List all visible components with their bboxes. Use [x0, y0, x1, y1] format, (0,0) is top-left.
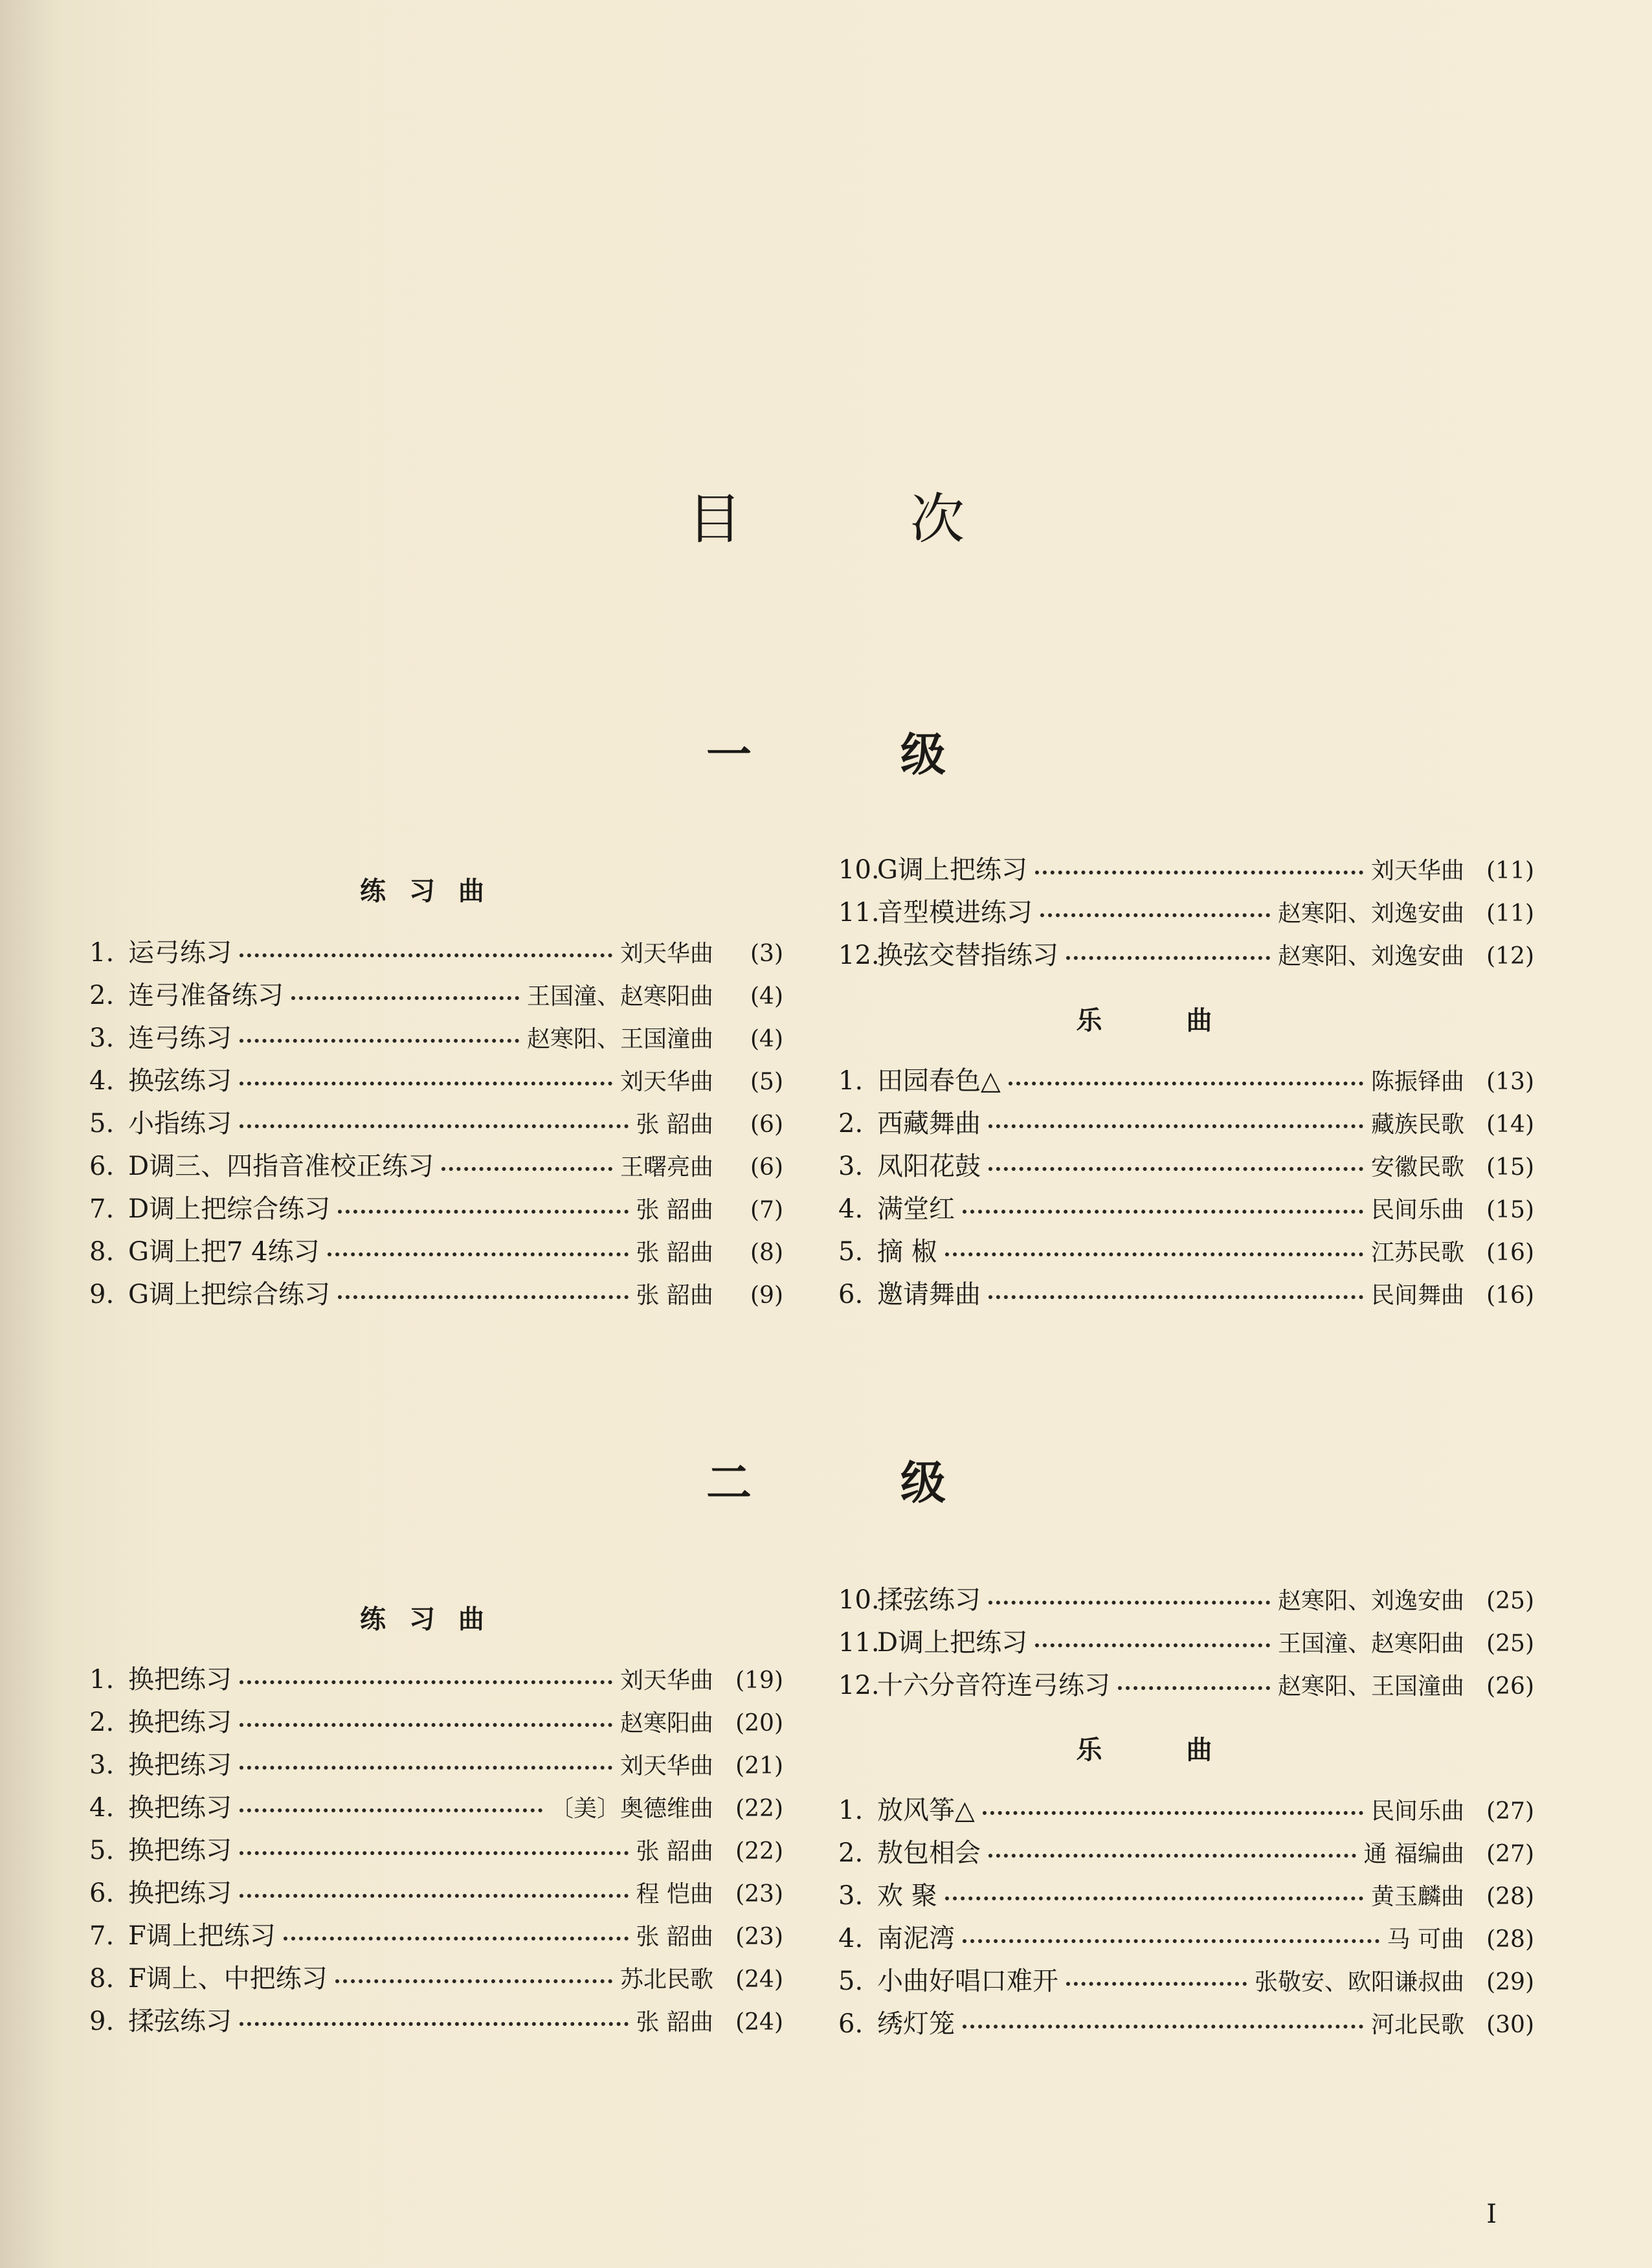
leader-dots: [240, 1680, 612, 1684]
toc-entry: [89, 2001, 783, 2043]
entry-author: 江苏民歌: [1370, 1240, 1464, 1266]
entry-number: 10.: [838, 1585, 880, 1615]
entry-title: 换把练习: [128, 1793, 232, 1823]
level-2-exercises-heading: 练习曲: [360, 1604, 508, 1634]
entry-author: 民间乐曲: [1370, 1798, 1464, 1825]
entry-title: 绣灯笼: [877, 2009, 955, 2039]
entry-title: 换把练习: [128, 1878, 232, 1908]
toc-entry: [89, 1103, 783, 1146]
entry-author: 张 韶曲: [636, 1240, 713, 1266]
entry-page: (3): [750, 940, 783, 967]
entry-page: (5): [750, 1069, 783, 1095]
entry-number: 9.: [89, 2007, 115, 2036]
entry-number: 10.: [838, 855, 880, 885]
entry-page: (23): [735, 1924, 783, 1950]
toc-entry: [89, 1060, 783, 1103]
entry-author: 王曙亮曲: [620, 1154, 713, 1181]
entry-page: (22): [735, 1796, 783, 1822]
entry-page: (13): [1486, 1069, 1534, 1095]
leader-dots: [1009, 1082, 1363, 1085]
entry-title: G调上把7 4练习: [128, 1237, 320, 1267]
leader-dots: [338, 1210, 628, 1214]
entry-title: D调上把综合练习: [128, 1194, 331, 1224]
entry-number: 6.: [838, 1280, 864, 1309]
entry-title: 揉弦练习: [877, 1585, 981, 1615]
entry-number: 7.: [89, 1921, 115, 1951]
entry-author: 刘天华曲: [620, 1667, 713, 1694]
entry-number: 3.: [838, 1881, 864, 1911]
leader-dots: [240, 1124, 629, 1128]
leader-dots: [240, 2022, 629, 2026]
entry-author: 陈振铎曲: [1370, 1069, 1464, 1095]
entry-title: 运弓练习: [128, 938, 232, 968]
leader-dots: [240, 1766, 612, 1770]
leader-dots: [335, 1979, 612, 1983]
leader-dots: [945, 1252, 1363, 1256]
entry-author: 王国潼、赵寒阳曲: [526, 983, 713, 1010]
entry-title: 换把练习: [128, 1707, 232, 1737]
entry-page: (28): [1486, 1884, 1534, 1910]
entry-page: (23): [735, 1881, 783, 1907]
entry-author: 刘天华曲: [620, 1069, 713, 1095]
entry-page: (27): [1486, 1841, 1534, 1867]
entry-author: 刘天华曲: [620, 1753, 713, 1779]
entry-page: (27): [1486, 1798, 1534, 1825]
toc-entry: [89, 1702, 783, 1744]
entry-number: 5.: [89, 1109, 115, 1139]
entry-number: 2.: [89, 981, 115, 1010]
entry-number: 12.: [838, 1671, 880, 1700]
entry-author: 张 韶曲: [636, 1197, 713, 1223]
entry-page: (12): [1486, 943, 1534, 970]
entry-number: 5.: [838, 1237, 864, 1267]
level-2-title: 二级: [706, 1456, 1095, 1509]
entry-page: (19): [735, 1667, 783, 1694]
leader-dots: [240, 1723, 612, 1727]
leader-dots: [1035, 871, 1363, 874]
entry-page: (29): [1486, 1969, 1534, 1996]
toc-entry: [89, 932, 783, 975]
entry-title: 敖包相会: [877, 1838, 981, 1868]
leader-dots: [240, 1082, 612, 1085]
entry-title: 揉弦练习: [128, 2007, 232, 2036]
entry-author: 王国潼、赵寒阳曲: [1277, 1630, 1464, 1657]
entry-title: 换把练习: [128, 1750, 232, 1780]
leader-dots: [338, 1295, 629, 1299]
toc-entry: [89, 1873, 783, 1915]
entry-title: 凤阳花鼓: [877, 1151, 981, 1181]
toc-entry: [838, 892, 1534, 935]
entry-page: (26): [1486, 1673, 1534, 1700]
entry-number: 1.: [838, 1796, 864, 1825]
leader-dots: [240, 1894, 629, 1898]
leader-dots: [1066, 956, 1270, 960]
leader-dots: [963, 1939, 1379, 1943]
toc-entry: [89, 1744, 783, 1787]
entry-title: 十六分音符连弓练习: [877, 1671, 1110, 1700]
entry-page: (24): [735, 2009, 783, 2036]
entry-title: D调三、四指音准校正练习: [128, 1151, 434, 1181]
entry-title: 小曲好唱口难开: [877, 1966, 1058, 1996]
entry-title: 小指练习: [128, 1109, 232, 1139]
leader-dots: [983, 1811, 1363, 1815]
entry-author: 赵寒阳、刘逸安曲: [1277, 1588, 1464, 1614]
entry-author: 张 韶曲: [636, 1111, 713, 1138]
entry-title: 连弓准备练习: [128, 981, 284, 1010]
entry-author: 张 韶曲: [636, 1838, 713, 1865]
leader-dots: [988, 1854, 1356, 1858]
entry-page: (16): [1486, 1282, 1534, 1309]
toc-entry: [838, 1790, 1534, 1832]
entry-title: 邀请舞曲: [877, 1280, 981, 1309]
entry-title: 换把练习: [128, 1836, 232, 1865]
entry-title: 换弦交替指练习: [877, 940, 1058, 970]
entry-page: (4): [750, 1026, 783, 1052]
leader-dots: [284, 1937, 629, 1940]
toc-entry: [89, 1958, 783, 2001]
entry-author: 民间舞曲: [1370, 1282, 1464, 1309]
entry-author: 民间乐曲: [1370, 1197, 1464, 1223]
level-2-exercises-list: [89, 1659, 783, 2043]
toc-entry: [838, 849, 1534, 892]
entry-author: 藏族民歌: [1370, 1111, 1464, 1138]
entry-page: (14): [1486, 1111, 1534, 1138]
entry-number: 4.: [838, 1194, 864, 1224]
entry-number: 1.: [89, 938, 115, 968]
entry-author: 苏北民歌: [620, 1966, 713, 1993]
leader-dots: [240, 1851, 629, 1855]
entry-title: F调上、中把练习: [128, 1964, 328, 1994]
leader-dots: [963, 1210, 1363, 1214]
leader-dots: [1066, 1982, 1247, 1986]
level-1-title: 一级: [706, 728, 1095, 781]
toc-entry: [89, 1915, 783, 1958]
entry-author: 程 恺曲: [636, 1881, 713, 1907]
entry-page: (11): [1486, 900, 1534, 927]
leader-dots: [328, 1252, 629, 1256]
entry-author: 赵寒阳、王国潼曲: [526, 1026, 713, 1052]
entry-page: (21): [735, 1753, 783, 1779]
level-2-pieces-list: [838, 1790, 1534, 2046]
entry-number: 1.: [838, 1066, 864, 1096]
toc-entry: [838, 935, 1534, 977]
toc-entry: [838, 1622, 1534, 1665]
toc-entry: [838, 2003, 1534, 2046]
entry-number: 9.: [89, 1280, 115, 1309]
toc-entry: [89, 1188, 783, 1231]
entry-number: 3.: [89, 1023, 115, 1053]
entry-number: 4.: [838, 1924, 864, 1953]
page-number: I: [1486, 2199, 1497, 2229]
toc-entry: [89, 1274, 783, 1317]
entry-author: 马 可曲: [1387, 1926, 1464, 1953]
leader-dots: [1118, 1686, 1270, 1690]
toc-entry: [838, 1274, 1534, 1317]
toc-entry: [838, 1665, 1534, 1707]
level-1-exercises-list: [89, 932, 783, 1317]
entry-number: 4.: [89, 1793, 115, 1823]
entry-title: F调上把练习: [128, 1921, 276, 1951]
leader-dots: [240, 953, 612, 957]
entry-author: 张 韶曲: [636, 1282, 713, 1309]
entry-page: (28): [1486, 1926, 1534, 1953]
toc-entry: [838, 1918, 1534, 1961]
toc-entry: [89, 1017, 783, 1060]
toc-entry: [89, 1787, 783, 1830]
entry-author: 安徽民歌: [1370, 1154, 1464, 1181]
entry-number: 5.: [838, 1966, 864, 1996]
entry-author: 赵寒阳曲: [620, 1710, 713, 1737]
entry-author: 赵寒阳、刘逸安曲: [1277, 900, 1464, 927]
leader-dots: [1035, 1643, 1270, 1647]
entry-page: (4): [750, 983, 783, 1010]
level-1-exercises-heading: 练习曲: [360, 876, 508, 906]
entry-number: 12.: [838, 940, 880, 970]
entry-page: (11): [1486, 858, 1534, 884]
toc-entry: [89, 1146, 783, 1188]
entry-title: 连弓练习: [128, 1023, 232, 1053]
level-1-pieces-list: [838, 1060, 1534, 1317]
entry-title: 放风筝△: [877, 1796, 975, 1825]
leader-dots: [988, 1601, 1270, 1605]
entry-page: (15): [1486, 1154, 1534, 1181]
entry-number: 6.: [89, 1878, 115, 1908]
entry-number: 8.: [89, 1237, 115, 1267]
page-title: 目次: [687, 487, 1133, 551]
entry-author: 赵寒阳、刘逸安曲: [1277, 943, 1464, 970]
entry-page: (6): [750, 1154, 783, 1181]
entry-number: 1.: [89, 1665, 115, 1695]
entry-title: 音型模进练习: [877, 898, 1032, 928]
leader-dots: [240, 1808, 542, 1812]
entry-author: 通 福编曲: [1363, 1841, 1464, 1867]
entry-number: 2.: [838, 1109, 864, 1139]
entry-number: 11.: [838, 1628, 880, 1658]
entry-page: (25): [1486, 1588, 1534, 1614]
toc-entry: [89, 1659, 783, 1702]
entry-page: (16): [1486, 1240, 1534, 1266]
toc-entry: [838, 1579, 1534, 1622]
entry-author: 赵寒阳、王国潼曲: [1277, 1673, 1464, 1700]
entry-title: 田园春色△: [877, 1066, 1001, 1096]
level-1-pieces-heading: 乐曲: [1076, 1005, 1297, 1036]
entry-number: 7.: [89, 1194, 115, 1224]
entry-author: 黄玉麟曲: [1370, 1884, 1464, 1910]
entry-page: (6): [750, 1111, 783, 1138]
leader-dots: [441, 1167, 612, 1171]
toc-entry: [838, 1060, 1534, 1103]
entry-author: 刘天华曲: [1370, 858, 1464, 884]
toc-entry: [89, 975, 783, 1017]
entry-page: (7): [750, 1197, 783, 1223]
entry-page: (9): [750, 1282, 783, 1309]
entry-number: 3.: [89, 1750, 115, 1780]
entry-number: 6.: [838, 2009, 864, 2039]
entry-page: (25): [1486, 1630, 1534, 1657]
toc-entry: [838, 1961, 1534, 2003]
entry-number: 6.: [89, 1151, 115, 1181]
entry-author: 刘天华曲: [620, 940, 713, 967]
entry-number: 2.: [838, 1838, 864, 1868]
level-2-pieces-heading: 乐曲: [1076, 1735, 1297, 1765]
entry-page: (15): [1486, 1197, 1534, 1223]
entry-title: D调上把练习: [877, 1628, 1028, 1658]
entry-number: 3.: [838, 1151, 864, 1181]
leader-dots: [963, 2025, 1363, 2029]
toc-entry: [838, 1146, 1534, 1188]
entry-title: 换把练习: [128, 1665, 232, 1695]
toc-entry: [838, 1875, 1534, 1918]
toc-entry: [89, 1231, 783, 1274]
entry-title: G调上把练习: [877, 855, 1027, 885]
entry-title: 满堂红: [877, 1194, 955, 1224]
toc-entry: [838, 1103, 1534, 1146]
entry-title: 摘 椒: [877, 1237, 937, 1267]
leader-dots: [988, 1167, 1363, 1171]
leader-dots: [988, 1124, 1363, 1128]
entry-page: (8): [750, 1240, 783, 1266]
leader-dots: [240, 1039, 519, 1043]
entry-author: 张 韶曲: [636, 1924, 713, 1950]
entry-title: 换弦练习: [128, 1066, 232, 1096]
entry-number: 11.: [838, 898, 880, 928]
entry-number: 2.: [89, 1707, 115, 1737]
toc-entry: [838, 1188, 1534, 1231]
entry-author: 张 韶曲: [636, 2009, 713, 2036]
entry-author: 河北民歌: [1370, 2012, 1464, 2038]
entry-title: 西藏舞曲: [877, 1109, 981, 1139]
entry-author: 〔美〕奥德维曲: [550, 1796, 713, 1822]
entry-page: (24): [735, 1966, 783, 1993]
toc-entry: [89, 1830, 783, 1873]
leader-dots: [988, 1295, 1363, 1299]
leader-dots: [945, 1896, 1363, 1900]
entry-page: (20): [735, 1710, 783, 1737]
entry-title: G调上把综合练习: [128, 1280, 330, 1309]
level-2-exercises-cont-list: [838, 1579, 1534, 1707]
entry-author: 张敬安、欧阳谦叔曲: [1254, 1969, 1464, 1996]
entry-title: 欢 聚: [877, 1881, 937, 1911]
entry-title: 南泥湾: [877, 1924, 955, 1953]
level-1-exercises-cont-list: [838, 849, 1534, 977]
entry-number: 5.: [89, 1836, 115, 1865]
entry-page: (30): [1486, 2012, 1534, 2038]
entry-number: 8.: [89, 1964, 115, 1994]
toc-entry: [838, 1231, 1534, 1274]
toc-entry: [838, 1832, 1534, 1875]
entry-page: (22): [735, 1838, 783, 1865]
leader-dots: [1040, 913, 1270, 917]
entry-number: 4.: [89, 1066, 115, 1096]
leader-dots: [291, 996, 519, 1000]
